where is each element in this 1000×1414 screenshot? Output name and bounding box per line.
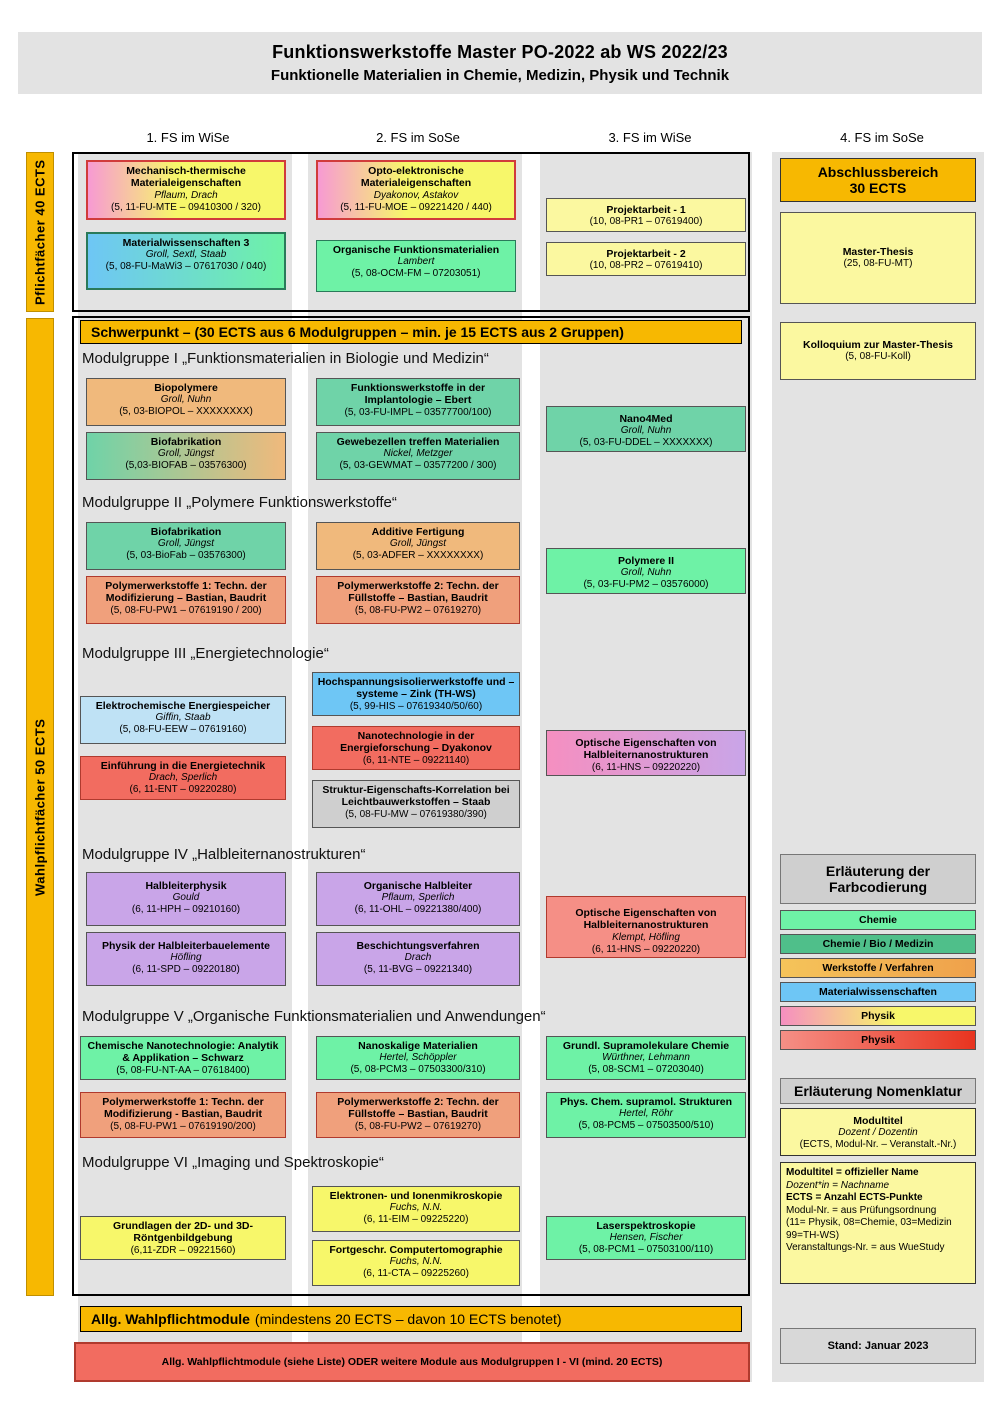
module-code: (5, 08-PCM3 – 07503300/310) xyxy=(350,1064,486,1076)
module-code: (5, 08-FU-Koll) xyxy=(845,351,911,363)
module-card[interactable] xyxy=(312,726,520,770)
nomen-line-3: ECTS = Anzahl ECTS-Punkte xyxy=(786,1192,923,1203)
module-title: Halbleiterphysik xyxy=(145,880,227,892)
legend-title-1: Erläuterung der xyxy=(825,863,931,879)
nomenklatur-header xyxy=(780,1078,976,1104)
module-title: Fortgeschr. Computertomographie xyxy=(329,1244,503,1256)
module-code: (6, 11-EIM – 09225220) xyxy=(363,1214,469,1226)
module-code: (6, 11-HPH – 09210160) xyxy=(131,904,241,916)
module-title: Polymerwerkstoffe 2: Techn. der Füllstoffe – Bastian, Baudrit xyxy=(337,1096,499,1121)
module-code: (5, 08-PCM1 – 07503100/110) xyxy=(578,1244,714,1256)
nomenklatur-sample xyxy=(780,1108,976,1156)
module-dozent: Groll, Nuhn xyxy=(620,425,672,437)
module-code: (10, 08-PR2 – 07619410) xyxy=(589,260,703,272)
module-code: (5, 08-FU-EEW – 07619160) xyxy=(119,724,247,736)
module-code: (5, 08-FU-PW1 – 07619190/200) xyxy=(110,1120,256,1132)
module-code: (5, 08-OCM-FM – 07203051) xyxy=(351,268,481,280)
nomenklatur-sample-dozent: Dozent / Dozentin xyxy=(838,1127,918,1139)
module-dozent: Lambert xyxy=(397,256,435,268)
module-card[interactable] xyxy=(312,780,520,828)
abschluss-header xyxy=(780,158,976,202)
module-title: Polymerwerkstoffe 2: Techn. der Füllstoffe – Bastian, Baudrit xyxy=(337,580,499,605)
module-code: (5, 08-FU-PW2 – 07619270) xyxy=(354,1120,482,1132)
module-dozent: Groll, Nuhn xyxy=(160,394,212,406)
module-title: Projektarbeit - 1 xyxy=(606,204,686,216)
module-title: Organische Halbleiter xyxy=(363,880,473,892)
module-code: (5, 11-FU-MOE – 09221420 / 440) xyxy=(340,201,492,213)
module-title: Polymerwerkstoffe 1: Techn. der Modifizierung – Bastian, Baudrit xyxy=(105,580,267,605)
group-title-4: Modulgruppe IV „Halbleiternanostrukturen“ xyxy=(82,846,366,863)
module-card[interactable] xyxy=(316,1036,520,1080)
module-card[interactable] xyxy=(316,432,520,480)
module-card[interactable] xyxy=(86,160,286,220)
module-card[interactable] xyxy=(312,672,520,716)
module-card[interactable] xyxy=(86,378,286,426)
module-code: (5, 08-PCM5 – 07503500/510) xyxy=(578,1120,714,1132)
module-title: Biopolymere xyxy=(154,382,218,394)
legend-label: Physik xyxy=(861,1034,895,1046)
module-code: (5, 03-BIOPOL – XXXXXXXX) xyxy=(119,406,253,418)
module-dozent: Würthner, Lehmann xyxy=(602,1052,690,1064)
module-title: Polymere II xyxy=(617,555,675,567)
module-card[interactable] xyxy=(316,576,520,624)
module-title: Elektronen- und Ionenmikroskopie xyxy=(329,1190,503,1202)
module-card[interactable] xyxy=(316,378,520,426)
module-title: Einführung in die Energietechnik xyxy=(100,760,266,772)
module-title: Chemische Nanotechnologie: Analytik & Applikation – Schwarz xyxy=(87,1040,279,1065)
module-code: (5, 08-FU-PW2 – 07619270) xyxy=(354,604,482,616)
allg-wahlpflicht-rest: (mindestens 20 ECTS – davon 10 ECTS benotet) xyxy=(254,1311,562,1327)
module-card[interactable] xyxy=(546,896,746,958)
group-title-2: Modulgruppe II „Polymere Funktionswerkstoffe“ xyxy=(82,494,397,511)
legend-row-materialwissenschaften xyxy=(780,982,976,1002)
module-card[interactable] xyxy=(80,756,286,800)
legend-label: Werkstoffe / Verfahren xyxy=(822,962,934,974)
module-card[interactable] xyxy=(316,522,520,570)
allg-wahlpflicht-bold: Allg. Wahlpflichtmodule xyxy=(91,1311,250,1327)
module-dozent: Pflaum, Drach xyxy=(154,189,218,201)
legend-row-physik-1 xyxy=(780,1006,976,1026)
module-dozent: Fuchs, N.N. xyxy=(389,1202,443,1214)
legend-label: Physik xyxy=(861,1010,895,1022)
module-title: Grundl. Supramolekulare Chemie xyxy=(562,1040,730,1052)
module-title: Struktur-Eigenschafts-Korrelation bei Leichtbauwerkstoffen – Staab xyxy=(322,784,510,809)
module-dozent: Hertel, Schöppler xyxy=(379,1052,457,1064)
module-code: (5, 03-BioFab – 03576300) xyxy=(126,550,246,562)
module-code: (5, 08-FU-MW – 07619380/390) xyxy=(345,808,487,820)
module-title: Grundlagen der 2D- und 3D-Röntgenbildgebung xyxy=(112,1220,253,1245)
module-title: Beschichtungsverfahren xyxy=(356,940,480,952)
module-card[interactable] xyxy=(546,730,746,776)
module-card[interactable] xyxy=(80,696,286,744)
module-code: (5, 08-FU-MaWi3 – 07617030 / 040) xyxy=(105,261,267,273)
module-card[interactable] xyxy=(546,406,746,452)
module-code: (5, 03-ADFER – XXXXXXXX) xyxy=(352,550,484,562)
module-title: Hochspannungsisolierwerkstoffe und – systeme – Zink (TH-WS) xyxy=(317,676,515,701)
group-title-6: Modulgruppe VI „Imaging und Spektroskopie“ xyxy=(82,1154,384,1171)
module-title: Master-Thesis xyxy=(842,245,914,258)
page-title: Funktionswerkstoffe Master PO-2022 ab WS 2022/23 xyxy=(272,42,728,62)
nomen-line-6: 99=TH-WS) xyxy=(786,1229,840,1241)
legend-title-2: Farbcodierung xyxy=(828,879,927,895)
module-dozent: Drach, Sperlich xyxy=(148,772,218,784)
module-title: Projektarbeit - 2 xyxy=(606,248,686,260)
module-title: Biofabrikation xyxy=(150,526,222,538)
module-card[interactable] xyxy=(86,522,286,570)
module-code: (6,11-ZDR – 09221560) xyxy=(130,1244,236,1256)
module-code: (5, 11-BVG – 09221340) xyxy=(363,964,473,976)
abschluss-title-2: 30 ECTS xyxy=(849,180,907,196)
nomen-line-5: (11= Physik, 08=Chemie, 03=Medizin xyxy=(786,1217,952,1228)
module-title: Additive Fertigung xyxy=(371,526,465,538)
module-title: Biofabrikation xyxy=(150,436,222,448)
allg-wahlpflicht-box-label: Allg. Wahlpflichtmodule (siehe Liste) ODER weitere Module aus Modulgruppen I - VI (mind. 20 ECTS) xyxy=(161,1355,663,1368)
module-code: (5, 99-HIS – 07619340/50/60) xyxy=(349,700,483,712)
module-title: Physik der Halbleiterbauelemente xyxy=(101,940,271,952)
module-dozent: Gould xyxy=(172,892,200,904)
module-card[interactable] xyxy=(546,1036,746,1080)
page-subtitle: Funktionelle Materialien in Chemie, Medizin, Physik und Technik xyxy=(270,67,730,84)
column-header-2: 2. FS im SoSe xyxy=(376,130,460,145)
module-title: Optische Eigenschaften von Halbleiternanostrukturen xyxy=(575,907,717,932)
module-title: Elektrochemische Energiespeicher xyxy=(95,700,271,712)
module-code: (5, 11-FU-MTE – 09410300 / 320) xyxy=(111,201,261,213)
module-dozent: Hertel, Röhr xyxy=(619,1108,673,1120)
sidebar-pflicht: Pflichtfächer 40 ECTS xyxy=(26,152,54,312)
module-title: Funktionswerkstoffe in der Implantologie – Ebert xyxy=(350,382,486,407)
module-card[interactable] xyxy=(316,240,516,292)
page-header xyxy=(18,32,982,94)
stand-box xyxy=(780,1328,976,1364)
legend-header xyxy=(780,854,976,904)
module-dozent: Nickel, Metzger xyxy=(383,448,453,460)
module-code: (5, 03-FU-PM2 – 03576000) xyxy=(583,579,709,591)
module-title: Polymerwerkstoffe 1: Techn. der Modifizierung - Bastian, Baudrit xyxy=(102,1096,264,1121)
module-title: Laserspektroskopie xyxy=(596,1220,696,1232)
module-dozent: Höfling xyxy=(170,952,202,964)
nomen-line-4: Modul-Nr. = aus Prüfungsordnung xyxy=(786,1204,937,1216)
module-card[interactable] xyxy=(80,1216,286,1260)
column-header-3: 3. FS im WiSe xyxy=(608,130,692,145)
nomen-line-1: Modultitel = offizieller Name xyxy=(786,1167,919,1178)
module-code: (6, 11-HNS – 09220220) xyxy=(591,761,701,773)
module-title: Nano4Med xyxy=(619,413,673,425)
module-dozent: Groll, Nuhn xyxy=(620,567,672,579)
module-dozent: Groll, Jüngst xyxy=(389,538,447,550)
module-card[interactable] xyxy=(546,242,746,276)
nomenklatur-title: Erläuterung Nomenklatur xyxy=(793,1083,963,1099)
nomen-line-7: Veranstaltungs-Nr. = aus WueStudy xyxy=(786,1242,945,1253)
module-code: (5, 03-FU-DDEL – XXXXXXX) xyxy=(579,437,713,449)
legend-label: Materialwissenschaften xyxy=(819,986,937,998)
module-card[interactable] xyxy=(312,1240,520,1286)
schwerpunkt-label: Schwerpunkt – (30 ECTS aus 6 Modulgruppen – min. je 15 ECTS aus 2 Gruppen) xyxy=(91,324,624,340)
module-code: (6, 11-CTA – 09225260) xyxy=(363,1268,469,1280)
module-code: (5,03-BIOFAB – 03576300) xyxy=(125,460,247,472)
module-code: (5, 08-FU-PW1 – 07619190 / 200) xyxy=(110,604,262,616)
module-code: (25, 08-FU-MT) xyxy=(843,258,913,270)
module-code: (10, 08-PR1 – 07619400) xyxy=(589,216,703,228)
module-code: (5, 03-FU-IMPL – 03577700/100) xyxy=(344,406,492,418)
module-dozent: Groll, Sextl, Staab xyxy=(145,249,227,261)
module-card[interactable] xyxy=(546,548,746,594)
module-code: (6, 11-ENT – 09220280) xyxy=(129,784,237,796)
module-title: Opto-elektronische Materialeigenschaften xyxy=(360,165,472,190)
module-card[interactable] xyxy=(86,872,286,926)
module-code: (6, 11-NTE – 09221140) xyxy=(362,754,470,766)
legend-row-physik-2 xyxy=(780,1030,976,1050)
module-dozent: Giffin, Staab xyxy=(155,712,211,724)
nomenklatur-explanation xyxy=(780,1162,976,1284)
module-title: Phys. Chem. supramol. Strukturen xyxy=(559,1096,733,1108)
module-dozent: Groll, Jüngst xyxy=(157,448,215,460)
module-code: (5, 08-SCM1 – 07203040) xyxy=(588,1064,704,1076)
module-card[interactable] xyxy=(316,1092,520,1138)
legend-row-werkstoffe xyxy=(780,958,976,978)
module-code: (6, 11-OHL – 09221380/400) xyxy=(354,904,482,916)
module-card[interactable] xyxy=(86,232,286,290)
module-title: Materialwissenschaften 3 xyxy=(122,237,250,249)
schwerpunkt-banner xyxy=(80,320,742,344)
module-card[interactable] xyxy=(80,1036,286,1080)
module-card[interactable] xyxy=(546,198,746,232)
group-title-1: Modulgruppe I „Funktionsmaterialien in Biologie und Medizin“ xyxy=(82,350,489,367)
module-dozent: Klempt, Höfling xyxy=(612,931,680,943)
module-dozent: Groll, Jüngst xyxy=(157,538,215,550)
module-code: (5, 08-FU-NT-AA – 07618400) xyxy=(116,1064,250,1076)
legend-row-chemie xyxy=(780,910,976,930)
group-title-5: Modulgruppe V „Organische Funktionsmaterialien und Anwendungen“ xyxy=(82,1008,546,1025)
legend-row-chemie-bio-medizin xyxy=(780,934,976,954)
module-card[interactable] xyxy=(86,932,286,986)
allg-wahlpflicht-banner xyxy=(80,1306,742,1332)
legend-label: Chemie xyxy=(859,914,897,926)
module-title: Nanoskalige Materialien xyxy=(358,1040,478,1052)
module-title: Mechanisch-thermische Materialeigenschaften xyxy=(126,165,246,190)
kolloquium-card[interactable] xyxy=(780,322,976,380)
module-dozent: Drach xyxy=(404,952,432,964)
column-header-1: 1. FS im WiSe xyxy=(146,130,230,145)
module-dozent: Hensen, Fischer xyxy=(609,1232,683,1244)
allg-wahlpflicht-box[interactable] xyxy=(74,1342,750,1382)
module-code: (6, 11-SPD – 09220180) xyxy=(132,964,240,976)
stand-label: Stand: Januar 2023 xyxy=(827,1340,929,1352)
nomen-line-2: Dozent*in = Nachname xyxy=(786,1179,890,1191)
module-card[interactable] xyxy=(316,932,520,986)
module-card[interactable] xyxy=(546,1092,746,1138)
column-header-4: 4. FS im SoSe xyxy=(840,130,924,145)
module-title: Gewebezellen treffen Materialien xyxy=(336,436,500,448)
module-title: Kolloquium zur Master-Thesis xyxy=(803,338,953,351)
master-thesis-card[interactable] xyxy=(780,212,976,304)
module-card[interactable] xyxy=(80,1092,286,1138)
abschluss-title-1: Abschlussbereich xyxy=(817,164,939,180)
module-card[interactable] xyxy=(316,160,516,220)
nomenklatur-sample-title: Modultitel xyxy=(853,1115,903,1127)
module-title: Optische Eigenschaften von Halbleiternanostrukturen xyxy=(575,737,717,762)
module-dozent: Pflaum, Sperlich xyxy=(381,892,455,904)
module-code: (6, 11-HNS – 09220220) xyxy=(591,943,701,955)
legend-label: Chemie / Bio / Medizin xyxy=(822,938,934,950)
module-card[interactable] xyxy=(316,872,520,926)
module-dozent: Dyakonov, Astakov xyxy=(373,189,459,201)
sidebar-wahl: Wahlpflichtfächer 50 ECTS xyxy=(26,318,54,1296)
module-title: Organische Funktionsmaterialien xyxy=(332,244,500,256)
module-card[interactable] xyxy=(312,1186,520,1232)
module-card[interactable] xyxy=(86,576,286,624)
module-title: Nanotechnologie in der Energieforschung – Dyakonov xyxy=(340,730,492,755)
module-card[interactable] xyxy=(86,432,286,480)
group-title-3: Modulgruppe III „Energietechnologie“ xyxy=(82,645,329,662)
module-dozent: Fuchs, N.N. xyxy=(389,1256,443,1268)
module-card[interactable] xyxy=(546,1216,746,1260)
nomenklatur-sample-code: (ECTS, Modul-Nr. – Veranstalt.-Nr.) xyxy=(799,1139,957,1151)
module-code: (5, 03-GEWMAT – 03577200 / 300) xyxy=(339,460,497,472)
